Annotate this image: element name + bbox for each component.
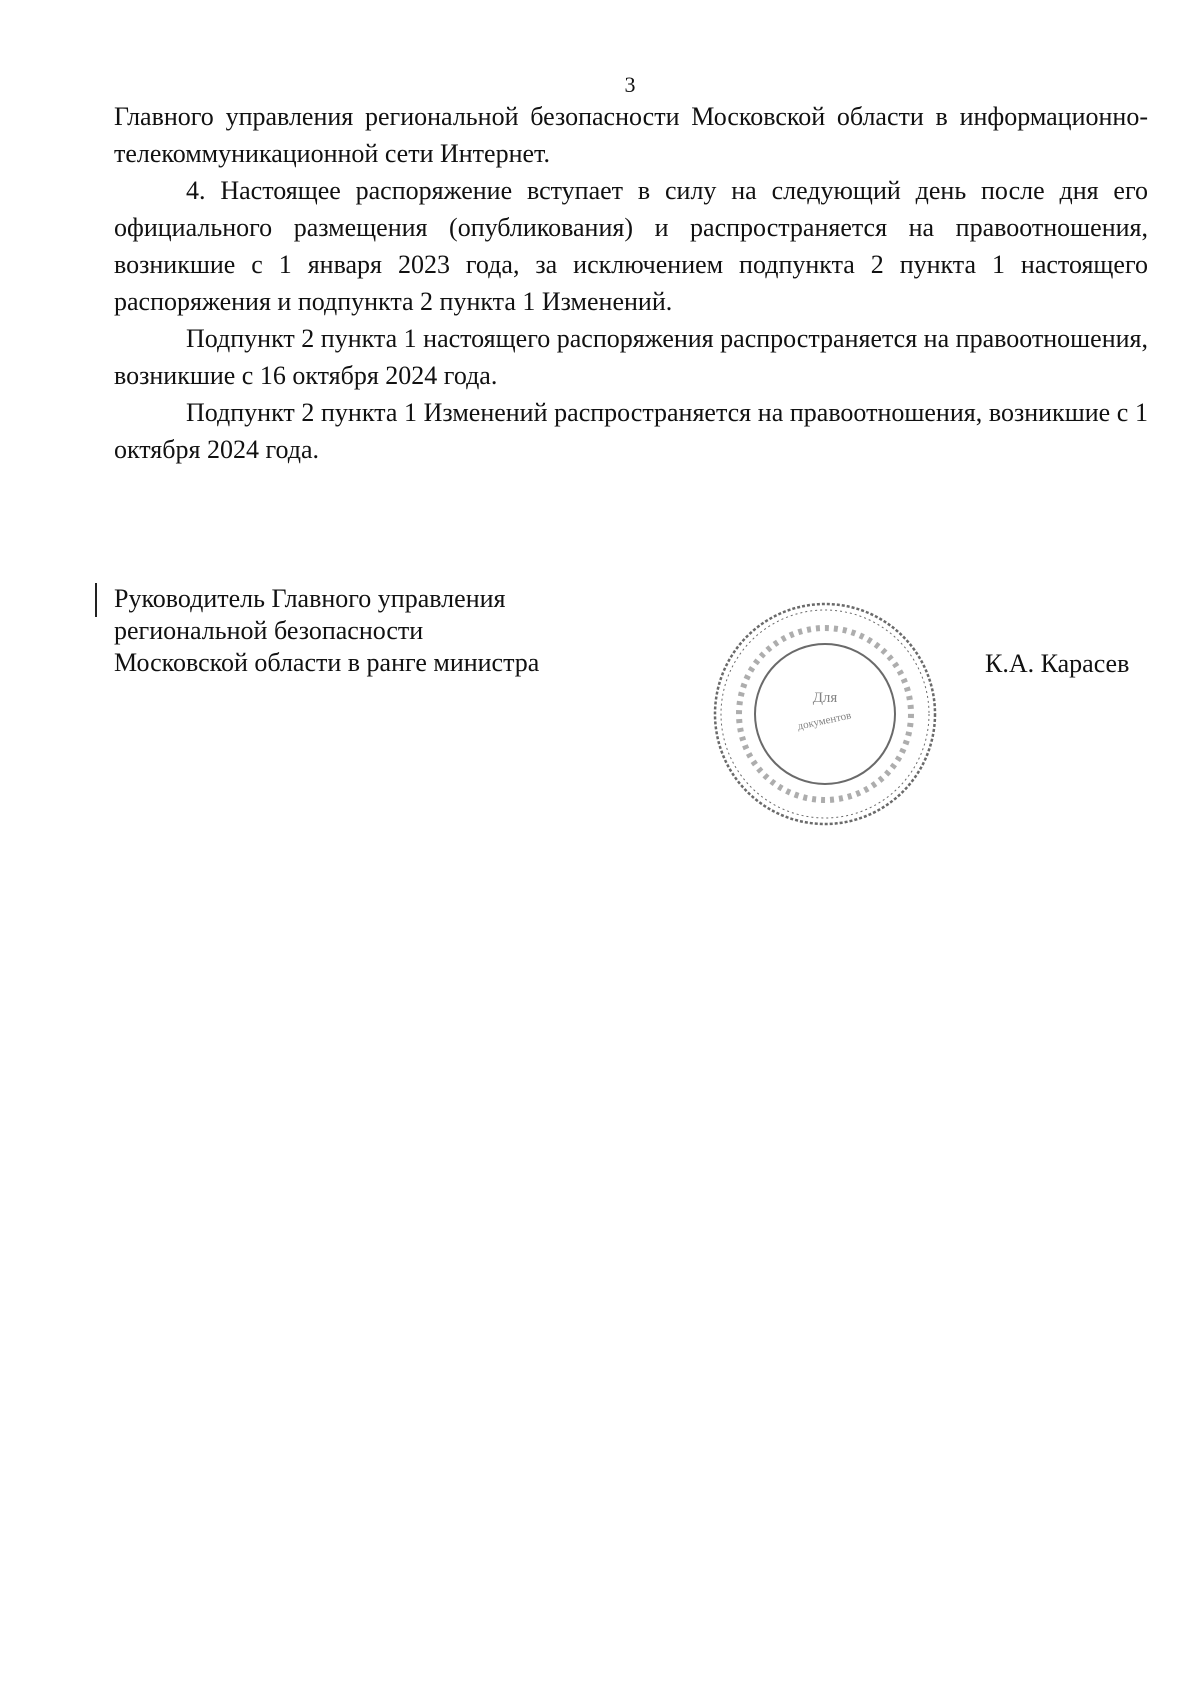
signatory-position-line-3: Московской области в ранге министра — [114, 648, 540, 677]
page-number: 3 — [624, 72, 636, 97]
document-body — [114, 98, 1148, 468]
margin-mark — [95, 583, 97, 617]
paragraph-1: Главного управления региональной безопасности Московской области в информационно-телекоммуникационной сети Интернет. — [114, 102, 1148, 168]
seal-center-line-2: документов — [796, 709, 853, 733]
signatory-name: К.А. Карасев — [985, 649, 1130, 678]
paragraph-4: Подпункт 2 пункта 1 Изменений распространяется на правоотношения, возникшие с 1 октября 2024 года. — [114, 398, 1148, 464]
official-seal — [709, 598, 941, 830]
paragraph-2: 4. Настоящее распоряжение вступает в силу на следующий день после дня его официального размещения (опубликования) и распространяется на правоотношения, возникшие с 1 января 2023 года, за исключением подпункта 2 пункта 1 настоящего распоряжения и подпункта 2 пункта 1 Изменений. — [114, 176, 1148, 316]
signatory-position — [114, 583, 539, 679]
seal-center-line-1: Для — [812, 690, 838, 706]
signatory-position-line-2: региональной безопасности — [114, 616, 424, 645]
paragraph-3: Подпункт 2 пункта 1 настоящего распоряжения распространяется на правоотношения, возникшие с 16 октября 2024 года. — [114, 324, 1148, 390]
signatory-position-line-1: Руководитель Главного управления — [114, 584, 506, 613]
